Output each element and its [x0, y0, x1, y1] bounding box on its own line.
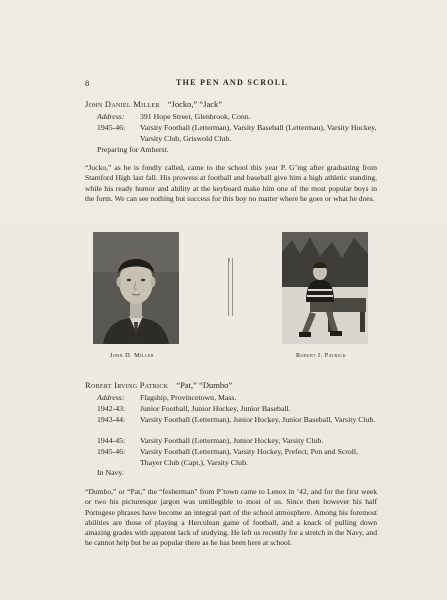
activity-text: Junior Football, Junior Hockey, Junior Baseball.: [140, 404, 291, 413]
activity-row: [0, 447, 447, 469]
activity-year: 1943-44:: [97, 415, 126, 424]
activity-text: Varsity Football (Letterman), Varsity Hockey, Prefect, Pen and Scroll, Thayer Club (Capt.), Varsity Club.: [140, 447, 359, 467]
photo-caption-left: John D. Miller: [110, 352, 155, 359]
biography-paragraph: “Jocko,” as he is fondly called, came to the school this year P. G’ing after graduating from Stamford High last fall. His prowess at football and baseball give him a high athletic standing, while his ready humor and ability at the keyboard make him one of the most popular boys in the form. We can see nothing but success for this boy no matter where he goes or what he does.: [85, 163, 377, 203]
student-nicknames: “Jocko,” “Jack”: [167, 99, 223, 109]
address-value: 391 Hope Street, Glenbrook, Conn.: [140, 112, 251, 121]
activity-row: [0, 123, 447, 145]
activity-text: Varsity Football (Letterman), Varsity Baseball (Letterman), Varsity Hockey, Varsity Club, Griswold Club.: [140, 123, 377, 143]
portrait-photo-miller: [93, 232, 179, 344]
photo-caption-right: Robert I. Patrick: [296, 352, 347, 359]
entry-header-patrick: [85, 380, 232, 390]
outdoor-photo-image: [282, 232, 368, 344]
running-title: THE PEN AND SCROLL: [176, 78, 289, 87]
activity-text: Varsity Football (Letterman), Junior Hockey, Junior Baseball, Varsity Club.: [140, 415, 376, 424]
activity-row: [0, 415, 447, 437]
student-nicknames: “Pat,” “Dumbo”: [176, 380, 233, 390]
portrait-photo-patrick: [282, 232, 368, 344]
page-number: 8: [85, 78, 90, 88]
plans-note-text: Preparing for Amherst.: [97, 145, 169, 154]
address-label: Address:: [97, 112, 125, 121]
student-name: John Daniel Miller: [85, 99, 160, 109]
activity-year: 1945-46:: [97, 123, 126, 132]
photo-divider: [228, 258, 233, 316]
portrait-image: [93, 232, 179, 344]
activity-year: 1945-46:: [97, 447, 126, 456]
activity-text: Varsity Football (Letterman), Junior Hockey, Varsity Club.: [140, 436, 324, 445]
address-value: Flagship, Provincetown, Mass.: [140, 393, 237, 402]
entry-header-miller: [85, 99, 222, 109]
activity-year: 1942-43:: [97, 404, 126, 413]
biography-paragraph: “Dumbo,” or “Pat,” the “fesherman” from P’town came to Lenox in ’42, and for the first week or two his picturesque jargon was untillegible to most of us. Since then however his half Portugese phrases have become an integral part of the school atmosphere. Among his foremost abilities are those of playing a Herculean game of football, and a knack of pulling down amazing grades with apparent lack of studying. He left us recently for a stretch in the Navy, and he cannot help but be as popular there as he has been here at school.: [85, 487, 377, 548]
address-label: Address:: [97, 393, 125, 402]
plans-note-text: In Navy.: [97, 468, 124, 477]
activity-year: 1944-45:: [97, 436, 126, 445]
student-name: Robert Irving Patrick: [85, 380, 169, 390]
